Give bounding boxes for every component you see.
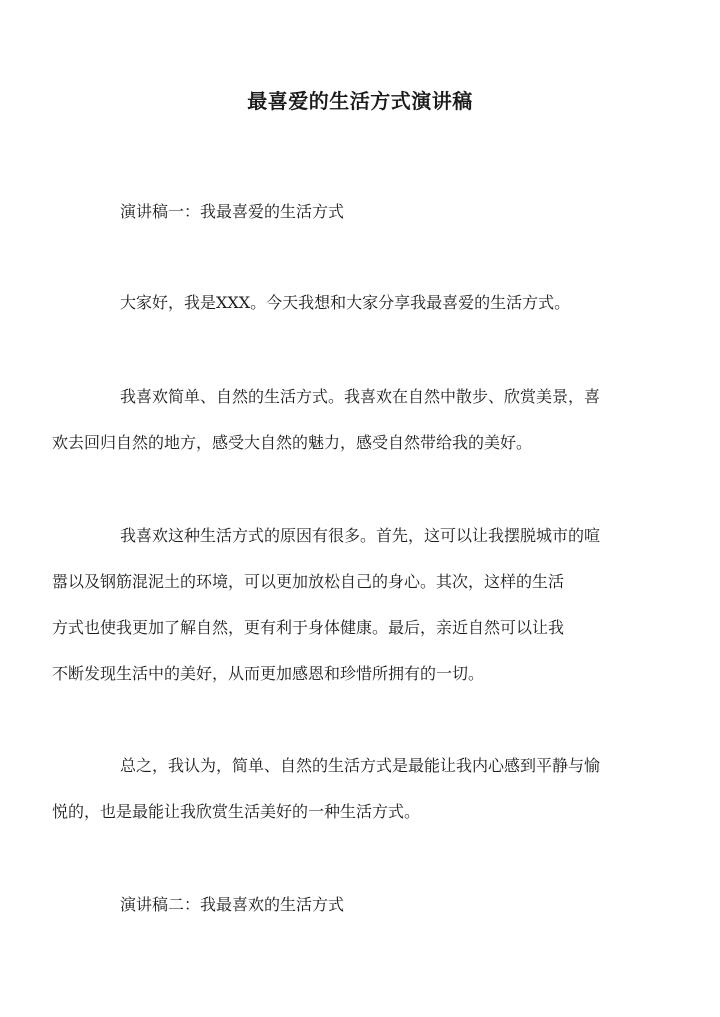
- document-title: 最喜爱的生活方式演讲稿: [247, 89, 473, 113]
- paragraph-line: 大家好，我是XXX。今天我想和大家分享我最喜爱的生活方式。: [120, 293, 571, 312]
- speech-two-heading: [86, 882, 634, 928]
- paragraph-line: 我喜欢简单、自然的生活方式。我喜欢在自然中散步、欣赏美景，喜: [120, 387, 601, 406]
- paragraph-line: 方式也使我更加了解自然，更有利于身体健康。最后，亲近自然可以让我: [52, 618, 565, 637]
- speech-one-heading: [86, 189, 634, 235]
- nature-paragraph: [52, 374, 634, 466]
- paragraph-line: 欢去回归自然的地方，感受大自然的魅力，感受自然带给我的美好。: [52, 433, 533, 452]
- paragraph-line: 我喜欢这种生活方式的原因有很多。首先，这可以让我摆脱城市的喧: [120, 526, 601, 545]
- reasons-paragraph: [52, 513, 634, 697]
- conclusion-paragraph: [52, 743, 634, 835]
- paragraph-line: 嚣以及钢筋混泥土的环境，可以更加放松自己的身心。其次，这样的生活: [52, 572, 565, 591]
- greeting-paragraph: [86, 280, 634, 326]
- paragraph-line: 演讲稿二：我最喜欢的生活方式: [120, 895, 345, 914]
- paragraph-line: 演讲稿一：我最喜爱的生活方式: [120, 202, 345, 221]
- paragraph-line: 总之，我认为，简单、自然的生活方式是最能让我内心感到平静与愉: [120, 756, 601, 775]
- paragraph-line: 悦的，也是最能让我欣赏生活美好的一种生活方式。: [52, 802, 421, 821]
- paragraph-line: 不断发现生活中的美好，从而更加感恩和珍惜所拥有的一切。: [52, 664, 485, 683]
